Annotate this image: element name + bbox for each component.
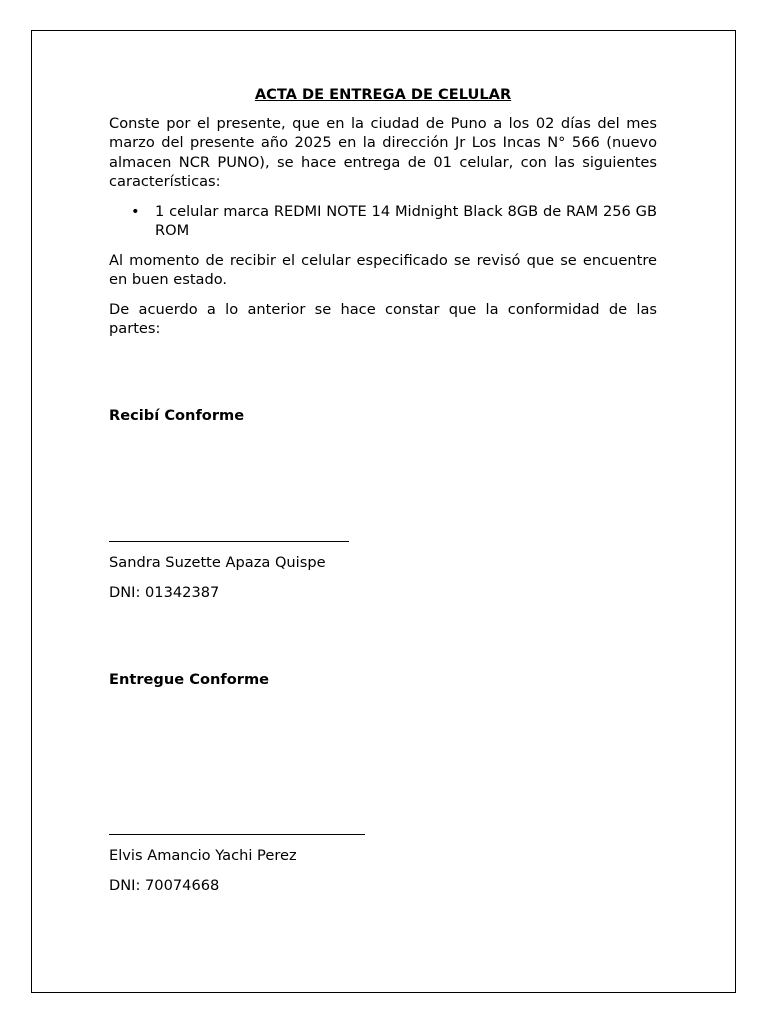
features-list xyxy=(109,202,657,241)
deliverer-signature-line xyxy=(109,834,365,835)
document-title: ACTA DE ENTREGA DE CELULAR xyxy=(254,86,512,103)
agreement-paragraph: De acuerdo a lo anterior se hace constar que la conformidad de las partes: xyxy=(109,300,657,337)
receiver-name: Sandra Suzette Apaza Quispe xyxy=(109,554,326,571)
receiver-signature-line xyxy=(109,541,349,542)
list-item-text: 1 celular marca REDMI NOTE 14 Midnight Black 8GB de RAM 256 GB ROM xyxy=(155,202,657,239)
deliverer-heading: Entregue Conforme xyxy=(109,671,270,688)
document-body xyxy=(109,85,657,349)
deliverer-name: Elvis Amancio Yachi Perez xyxy=(109,847,297,864)
bullet-icon: • xyxy=(131,202,140,220)
receiver-dni: DNI: 01342387 xyxy=(109,584,220,601)
condition-paragraph: Al momento de recibir el celular especificado se revisó que se encuentre en buen estado. xyxy=(109,251,657,288)
list-item xyxy=(109,202,657,241)
receiver-heading: Recibí Conforme xyxy=(109,407,245,424)
intro-paragraph: Conste por el presente, que en la ciudad de Puno a los 02 días del mes marzo del presente año 2025 en la dirección Jr Los Incas N° 566 (nuevo almacen NCR PUNO), se hace entrega de 01 celular, con las siguientes características: xyxy=(109,114,657,190)
deliverer-dni: DNI: 70074668 xyxy=(109,877,220,894)
